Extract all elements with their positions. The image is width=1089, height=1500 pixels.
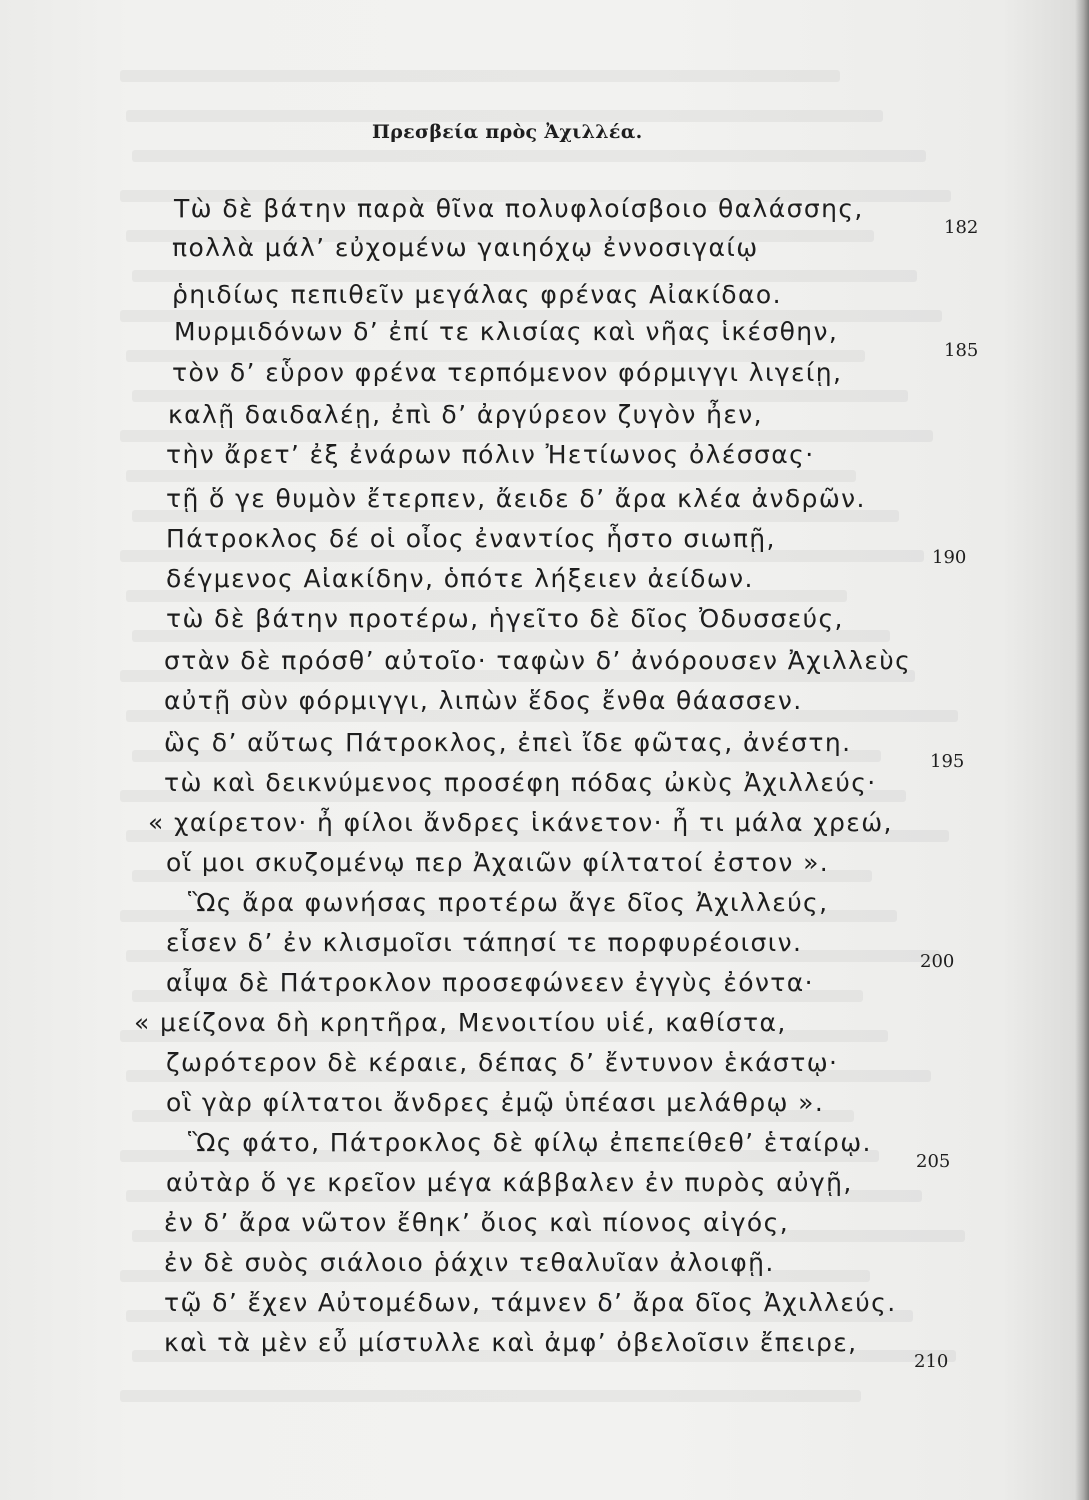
verse-line: ἐν δὲ συὸς σιάλοιο ῥάχιν τεθαλυῖαν ἀλοιφῇ. [164, 1248, 775, 1277]
verse-line: δέγμενος Αἰακίδην, ὁπότε λήξειεν ἀείδων. [166, 564, 754, 593]
verse-line: ῥηιδίως πεπιθεῖν μεγάλας φρένας Αἰακίδαο. [172, 280, 782, 309]
verse-line: « χαίρετον· ἦ φίλοι ἄνδρες ἱκάνετον· ἦ τι μάλα χρεώ, [148, 808, 893, 837]
verse-line: τῷ δ’ ἔχεν Αὐτομέδων, τάμνεν δ’ ἄρα δῖος Ἀχιλλεύς. [164, 1288, 897, 1317]
verse-line: ἐν δ’ ἄρα νῶτον ἔθηκ’ ὄιος καὶ πίονος αἰγός, [164, 1208, 790, 1237]
line-number: 205 [916, 1151, 951, 1172]
line-number: 185 [944, 340, 979, 361]
verse-line: αὐτὰρ ὅ γε κρεῖον μέγα κάββαλεν ἐν πυρὸς αὐγῇ, [166, 1168, 853, 1197]
line-number: 182 [944, 217, 979, 238]
verse-line: τὼ δὲ βάτην προτέρω, ἡγεῖτο δὲ δῖος Ὀδυσσεύς, [166, 604, 844, 633]
verse-line: ζωρότερον δὲ κέραιε, δέπας δ’ ἔντυνον ἑκάστῳ· [166, 1048, 839, 1077]
verse-line: Ὣς ἄρα φωνήσας προτέρω ἄγε δῖος Ἀχιλλεύς, [188, 888, 829, 917]
page-title: Πρεσβεία πρὸς Ἀχιλλέα. [372, 121, 643, 143]
verse-line: αἶψα δὲ Πάτροκλον προσεφώνεεν ἐγγὺς ἐόντα· [166, 968, 814, 997]
line-number: 210 [914, 1351, 949, 1372]
verse-line: Ὣς φάτο, Πάτροκλος δὲ φίλῳ ἐπεπείθεθ’ ἑταίρῳ. [188, 1128, 872, 1157]
verse-line: εἷσεν δ’ ἐν κλισμοῖσι τάπησί τε πορφυρέοισιν. [166, 928, 803, 957]
line-number: 200 [920, 951, 955, 972]
verse-line: ὣς δ’ αὔτως Πάτροκλος, ἐπεὶ ἴδε φῶτας, ἀνέστη. [164, 728, 852, 757]
verse-line: οἵ μοι σκυζομένῳ περ Ἀχαιῶν φίλτατοί ἐστον ». [166, 848, 830, 877]
verse-line: τὴν ἄρετ’ ἐξ ἐνάρων πόλιν Ἠετίωνος ὀλέσσας· [166, 440, 815, 469]
verse-line: οἳ γὰρ φίλτατοι ἄνδρες ἐμῷ ὑπέασι μελάθρῳ ». [166, 1088, 825, 1117]
verse-line: Μυρμιδόνων δ’ ἐπί τε κλισίας καὶ νῆας ἱκέσθην, [174, 317, 839, 346]
verse-line: πολλὰ μάλ’ εὐχομένω γαιηόχῳ ἐννοσιγαίῳ [172, 233, 759, 262]
verse-line: τῇ ὅ γε θυμὸν ἔτερπεν, ἄειδε δ’ ἄρα κλέα ἀνδρῶν. [166, 484, 866, 513]
line-number: 190 [932, 547, 967, 568]
verse-line: τὼ καὶ δεικνύμενος προσέφη πόδας ὠκὺς Ἀχιλλεύς· [164, 768, 877, 797]
verse-line: αὐτῇ σὺν φόρμιγγι, λιπὼν ἕδος ἔνθα θάασσεν. [164, 686, 803, 715]
line-number: 195 [930, 751, 965, 772]
verse-line: καλῇ δαιδαλέῃ, ἐπὶ δ’ ἀργύρεον ζυγὸν ἦεν, [168, 400, 763, 429]
verse-line: Πάτροκλος δέ οἱ οἶος ἐναντίος ἧστο σιωπῇ, [166, 524, 776, 553]
verse-line: Τὼ δὲ βάτην παρὰ θῖνα πολυφλοίσβοιο θαλάσσης, [174, 194, 864, 223]
verse-line: στὰν δὲ πρόσθ’ αὐτοῖο· ταφὼν δ’ ἀνόρουσεν Ἀχιλλεὺς [164, 646, 912, 675]
verse-line: καὶ τὰ μὲν εὖ μίστυλλε καὶ ἀμφ’ ὀβελοῖσιν ἔπειρε, [164, 1328, 858, 1357]
verse-line: τὸν δ’ εὗρον φρένα τερπόμενον φόρμιγγι λιγείῃ, [172, 358, 843, 387]
verse-line: « μείζονα δὴ κρητῆρα, Μενοιτίου υἱέ, καθίστα, [134, 1008, 787, 1037]
